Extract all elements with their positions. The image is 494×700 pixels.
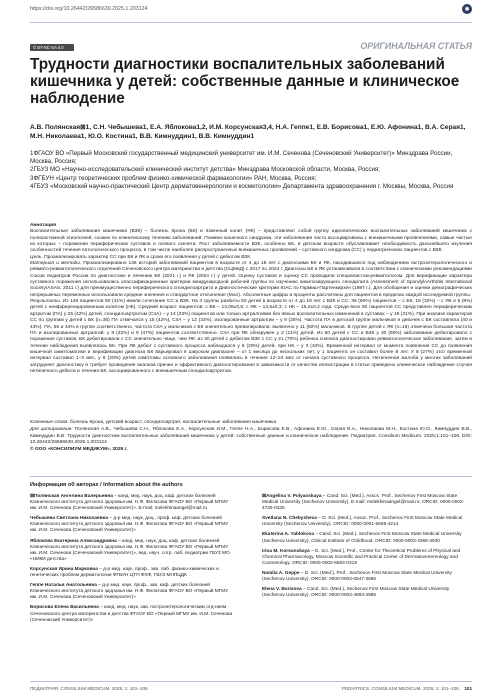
footer-journal-en: PEDIATRICS. CONSILIUM MEDICUM. 2025; 1: 101–106. [341, 686, 460, 691]
journal-logo-icon: ◉ [462, 4, 472, 14]
author-ru-entry: Яблокова Екатерина Александровна – канд. мед. наук, доц. каф. детских болезней Клинического института детского здоровья им. Н.Ф. Филатова ФГАОУ ВО «Первый МГМУ им. И.М. Сеченова (Сеченовский Университет)», вед. науч. сотр. лаб. педиатрии ГБУЗ МО «НИКИ детства» [30, 538, 230, 562]
author-ru-entry: Геппе Наталья Анатольевна – д-р мед. наук, проф., зав. каф. детских болезней Клинического института детского здоровья им. Н.Ф. Филатова ФГАОУ ВО «Первый МГМУ им. И.М. Сеченова (Сеченовский Университет)» [30, 583, 229, 601]
article-type: ОРИГИНАЛЬНАЯ СТАТЬЯ [360, 41, 472, 51]
author-ru-entry: ⊠Полянская Ангелина Валерьевна – канд. мед. наук, доц. каф. детских болезней Клинического института детского здоровья им. Н.Ф. Филатова ФГАОУ ВО «Первый МГМУ им. И.М. Сеченова (Сеченовский Университет)». E-mail: melekhinaangel@mail.ru [30, 494, 229, 512]
author-en-entry: Elena V. Borisova – Cand. Sci. (Med.), Sechenov First Moscow State Medical University (Sechenov University). ORCID: 0000-0003-4893-4985 [262, 587, 450, 599]
doi-link[interactable]: https://doi.org/10.26442/26586630.2025.1.203124 [30, 6, 148, 12]
license-badge: © BY-NC-SA 4.0 [30, 44, 74, 51]
authors-info-ru [30, 494, 236, 628]
abstract [30, 223, 472, 375]
page-number: 101 [464, 686, 472, 691]
header-rule [30, 22, 472, 23]
author-en-entry: Natalia A. Geppe – D. Sci. (Med.), Prof., Sechenov First Moscow State Medical University (Sechenov University). ORCID: 0000-0003-0547-3686 [262, 570, 452, 583]
author-en-entry: ⊠Angelina V. Polyanskaya – Cand. Sci. (Med.), Assoc. Prof., Sechenov First Moscow State Medical University (Sechenov University). E-mail: melekhinaangel@mail.ru; ORCID: 0000-0002-4725-0335 [262, 494, 465, 512]
abstract-intro: Воспалительные заболевания кишечника (ВЗК) – болезнь Крона (БК) и язвенный колит (ЯК) – представляют собой группу идиопатических воспалительных заболеваний кишечника с полисистемной этиологией, схожих по клиническому течению заболеваний. Помимо кишечного синдрома, эти заболевания часто ассоциированы с внекишечными проявлениями, самые частые из которых – поражение периферических суставов и осевого скелета. Рост заболеваемости ВЗК, особенно БК, в детском возрасте обуславливает необходимость дальнейшего изучения особенностей течения патологического процесса, в том числе наиболее распространенных внекишечных проявлений – суставного синдрома (СС) у педиатрических пациентов с ВЗК. [30, 229, 472, 254]
author-ru-entry: Чебышева Светлана Николаевна – д-р мед. наук, доц., проф. каф. детских болезней Клинического института детского здоровья им. Н.Ф. Филатова ФГАОУ ВО «Первый МГМУ им. И.М. Сеченова (Сеченовский Университет)» [30, 516, 229, 534]
copyright: © ООО «КОНСИЛИУМ МЕДИКУМ», 2025 г. [30, 447, 128, 453]
author-en-entry: Irina M. Korsunskaya – D. Sci. (Med.), Prof., Center for Theoretical Problems of Physical and Chemical Pharmacology, Moscow Scientific and Practical Center of Dermatovenereology and Cosmetology. ORCID: 0000-0002-6583-0318 [262, 548, 461, 566]
abstract-methods [30, 261, 472, 299]
affiliation-3: 3ФГБУН «Центр теоретических проблем физико-химической фармакологии» РАН, Москва, Россия; [30, 174, 317, 182]
affiliation-1: 1ФГАОУ ВО «Первый Московский государственный медицинский университет им. И.М. Сеченова (Сеченовский Университет)» Минздрава России, Москва, Россия; [30, 150, 453, 166]
results-label: Результаты. [30, 299, 62, 305]
keywords-label: Ключевые слова: [30, 420, 69, 425]
methods-text: Проанализировано 146 историй заболеваний пациентов в возрасте от 4 до 18 лет с диагнозами БК и ЯК, находившихся под наблюдением гастроэнтерологического и ревмато-ревматологического отделений Сеченовского центра материнства и детства (СЦМиД) с 2017 по 2024 г. Диагнозы БК и ЯК устанавливали в соответствии с клиническими рекомендациями Союза педиатров России по диагностике и лечению БК (2021 г.) и ЯК (2024 г.) у детей. Оценку суставов и оценку СС проводили специалистом-ревматологом. Для верификации характера суставного поражения использовались классификационные критерии международной рабочей группы по изучению анкилозирующего спондилита (Assessment of SpondyloArthritis International Society/ASAS, 2011 г.) для преимущественно периферического спондилоартрита и Диагностические критерии ЮАС по Гармиш-Партенкирхен (1987 г.). Для обобщения и оценки демографических непрерывных переменных использовали средние значения и стандартное отклонение (M±σ). Абсолютные цифры и проценты рассчитаны для пациентов в пределах каждой исследуемой группы. [30, 261, 472, 298]
results-text: Из 146 пациентов 60 (41%) имели сочетание СС и ВЗК. На 3 группы разбиты 60 детей в возрасте от 4 до 18 лет с ВЗК и СС: 36 (60%) пациентов – с БК, 19 (32%) – с ЯК и 5 (8%) детей с неифференцированным колитом (НК). Средний возраст пациентов: с БК – 14,06±0,5; с ЯК – 13,6±0,3; с НК – 15,2±0,2 года. Среди всех 60 пациентов СС представлен периферическим артритом (ПА) у 25 (42%) детей, спондилоартритом (СпА) – у 14 (23%) пациентов или только артралгиями без явных воспалительных изменений в суставах – у 19 (31%). При анализе характеров СС по группам у детей с БК (n=36) ПА отмечался у 15 (42%), СпА – у 12 (33%), изолированные артралгии – у 9 (25%). Частота ПА в детской группе мальчиков и девочек с БК составляла (40 и 43%). ПА. 56 и 44% в группе соответственно, частота СпА у мальчиков с БК значительно превалировала: выявлено у 11 (92%) мальчиков. В группе детей с ЯК (n=19) отмечена большая частота ПА и изолированных артралгий: у 8 (42%) и 9 (47%) пациентов соответственно. СпА при ЯК обнаружен у 2 (11%) детей. Из 60 детей с СС и ВЗК у 30 (50%) заболевание дебютировало с поражения суставов. БК дебютировала с СС значительно чаще, чем ЯК: из 30 детей с дебютом ВЗК с СС у 21 (70%) ребенка сначала диагностирован ревматологическое заболевание, затем в течение наблюдения выявлялась БК. При ЯК дебют с суставного процесса наблюдался у 6 (20%) детей, при НК – у 3 (10%). Временной интервал от момента появления СС до появления кишечной симптоматики и верификации диагноза БК варьировал в широком диапазоне – от 1 месяца до нескольких лет, у 1 пациента он составил более 8 лет. У 8 (27%) этот временной интервал составил 1–3 мес, у 6 (20%) детей симптомы основного заболевания появились в течение 12–24 мес от начала суставного процесса. Нетипичная жалоба у многих заболеваний затрудняет диагностику и требует проведения анализа причин и эффективного диагностирования в зависимости от качестве иллюстрации в статье приведено клиническое наблюдение случая нетипичного дебюта и течения БК, ассоциированного с внекишечным спондилоартритом. [30, 299, 472, 374]
affiliations [30, 150, 472, 191]
info-heading: Информация об авторах / Information about the authors [30, 482, 183, 488]
article-title: Трудности диагностики воспалительных заболеваний кишечника у детей: собственные данные и клиническое наблюдение [30, 56, 460, 107]
author-en-entry: Ekaterina A. Yablokova – Cand. Sci. (Med.), Sechenov First Moscow State Medical University (Sechenov University), Clinical Institute of Childhood. ORCID: 0000-0003-4365-4930 [262, 532, 462, 544]
aim-text: Проанализировать характер СС при БК и ЯК и сроки его появления у детей с дебютом ВЗК. [44, 254, 252, 260]
author-en-entry: Svetlana N. Chebysheva – D. Sci. (Med.), Assoc. Prof., Sechenov First Moscow State Medical University (Sechenov University). ORCID: 0000-0001-5669-4214 [262, 516, 463, 528]
citation-label: Для цитирования: [30, 427, 73, 433]
citation-text: Полянская А.В., Чебышева С.Н., Яблокова Е.А., Корсунская И.М., Геппе Н.А., Борисова Е.В., Афонина Е.Ю., Серая В.А., Николаева М.Н., Костина Ю.О., Кимнуддин В.В., Кимнуддин В.В. Трудности диагностики воспалительных заболеваний кишечника у детей: собственные данные и клиническое наблюдение. Педиатрия. Consilium Medicum. 2025;1:101–106. DOI: 10.26442/26586630.2025.1.203124 [30, 427, 472, 445]
abstract-heading: Аннотация [30, 223, 57, 228]
info-rule [30, 476, 472, 477]
abstract-results [30, 299, 472, 375]
affiliation-4: 4ГБУЗ «Московский научно-практический Центр дерматовенерологии и косметологии» Департамента здравоохранения г. Москвы, Москва, Россия [30, 182, 454, 190]
aim-label: Цель. [30, 254, 43, 260]
author-ru-entry: Борисова Елена Васильевна – канд. мед. наук, зав. гастроэнтерологическим отд-нием Сеченовского центра материнства и детства ФГАОУ ВО «Первый МГМУ им. И.М. Сеченова (Сеченовский Университет)» [30, 605, 233, 623]
keywords-block [30, 420, 472, 454]
methods-label: Материал и методы. [30, 261, 82, 267]
affiliation-2: 2ГБУЗ МО «Научно-исследовательский клинический институт детства» Минздрава Московской области, Москва, Россия; [30, 166, 380, 174]
footer-rule [30, 681, 472, 682]
author-ru-entry: Корсунская Ирина Марковна – д-р мед. наук, проф., зав. лаб. физико-химических и генетических проблем дерматологии ФГБУН ЦТП ФХФ, ГБУЗ МНПЦДК [30, 566, 219, 579]
keywords-text: болезнь Крона, детский возраст, спондилоартрит, воспалительные заболевания кишечника [70, 420, 277, 425]
authors-info-en [262, 494, 470, 603]
top-bar [30, 6, 472, 20]
author-list: А.В. Полянская⊠1, С.Н. Чебышева1, Е.А. Яблокова1,2, И.М. Корсунская3,4, Н.А. Геппе1, Е.В. Борисова1, Е.Ю. Афонина1, В.А. Серая1, М.Н. Николаева1, Ю.О. Костина1, В.В. Кимнуддин1, В.В. Кимнуддин1 [30, 124, 466, 140]
footer-journal-ru: ПЕДИАТРИЯ. CONSILIUM MEDICUM. 2025; 1: 101–106. [30, 686, 149, 691]
